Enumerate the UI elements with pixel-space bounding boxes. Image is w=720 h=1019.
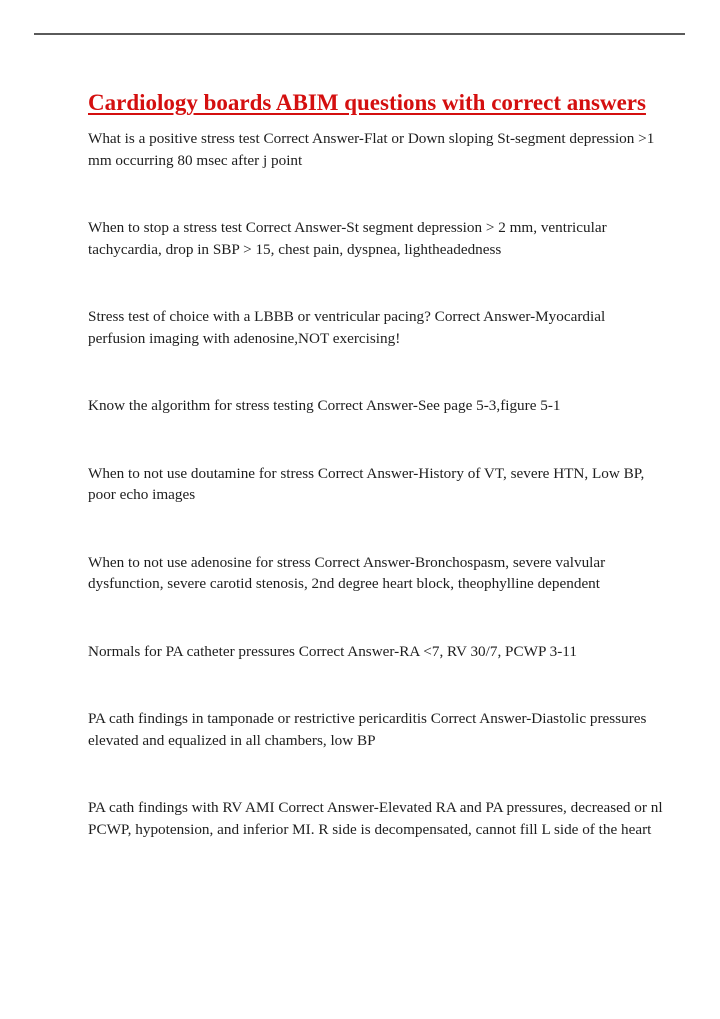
qa-item: When to stop a stress test Correct Answer-St segment depression > 2 mm, ventricular tachycardia, drop in SBP > 15, chest pain, dyspnea, lightheadedness bbox=[88, 219, 607, 258]
qa-item: Stress test of choice with a LBBB or ventricular pacing? Correct Answer-Myocardial perfusion imaging with adenosine,NOT exercising! bbox=[88, 308, 606, 347]
document-body bbox=[88, 88, 663, 840]
qa-item: What is a positive stress test Correct Answer-Flat or Down sloping St-segment depression >1 mm occurring 80 msec after j point bbox=[88, 130, 655, 169]
qa-item: Know the algorithm for stress testing Correct Answer-See page 5-3,figure 5-1 bbox=[88, 397, 561, 414]
qa-item: PA cath findings with RV AMI Correct Answer-Elevated RA and PA pressures, decreased or nl PCWP, hypotension, and inferior MI. R side is decompensated, cannot fill L side of the heart bbox=[88, 799, 663, 838]
qa-item: When to not use doutamine for stress Correct Answer-History of VT, severe HTN, Low BP, poor echo images bbox=[88, 464, 645, 503]
document-title: Cardiology boards ABIM questions with correct answers bbox=[88, 90, 646, 115]
header-rule bbox=[34, 33, 685, 35]
qa-item: Normals for PA catheter pressures Correct Answer-RA <7, RV 30/7, PCWP 3-11 bbox=[88, 642, 577, 660]
qa-item: When to not use adenosine for stress Correct Answer-Bronchospasm, severe valvular dysfunction, severe carotid stenosis, 2nd degree heart block, theophylline dependent bbox=[88, 553, 606, 592]
qa-item: PA cath findings in tamponade or restrictive pericarditis Correct Answer-Diastolic pressures elevated and equalized in all chambers, low BP bbox=[88, 710, 647, 749]
